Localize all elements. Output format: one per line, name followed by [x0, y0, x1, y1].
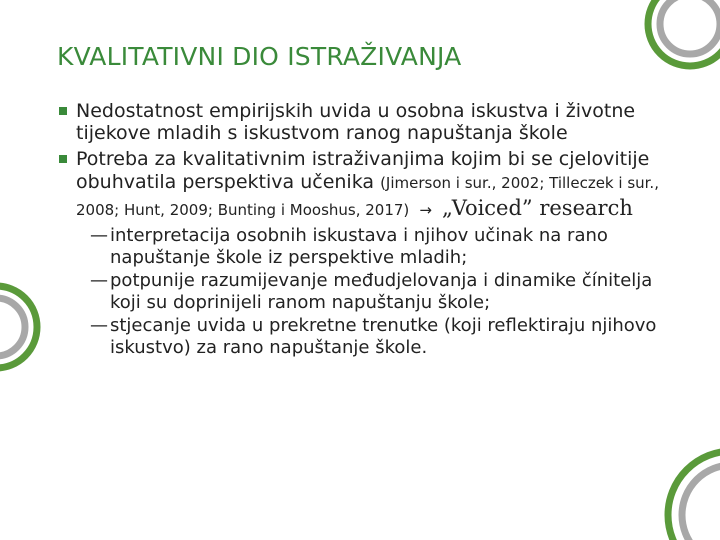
- sub-item-text: potpunije razumijevanje međudjelovanja i dinamike čínitelja koji su doprinijeli ranom napuštanju škole;: [110, 270, 653, 313]
- dash-bullet-icon: —: [90, 225, 108, 246]
- sub-list-item: [58, 225, 678, 269]
- deco-ring-left-inner: [0, 298, 25, 356]
- square-bullet-icon: [59, 155, 67, 163]
- deco-ring-top-right-inner: [660, 0, 720, 54]
- bullet-text: Nedostatnost empirijskih uvida u osobna iskustva i životne tijekove mladih s iskustvom ranog napuštanja škole: [76, 100, 636, 144]
- square-bullet-icon: [59, 107, 67, 115]
- dash-bullet-icon: —: [90, 315, 108, 336]
- sub-list: [58, 225, 678, 359]
- deco-ring-bottom-right-inner: [682, 465, 720, 540]
- right-arrow-icon: →: [419, 201, 432, 219]
- sub-list-item: [58, 315, 678, 359]
- sub-item-text: stjecanje uvida u prekretne trenutke (koji reflektiraju njihovo iskustvo) za rano napuštanje škole.: [110, 315, 657, 358]
- citation: (Jimerson i sur., 2002; Tilleczek i sur., 2008; Hunt, 2009; Bunting i Mooshus, 2017): [76, 174, 659, 219]
- dash-bullet-icon: —: [90, 270, 108, 291]
- sub-list-item: [58, 270, 678, 314]
- bullet-item: [58, 148, 678, 224]
- deco-ring-bottom-right-outer: [668, 451, 720, 540]
- bullet-item: [58, 100, 678, 144]
- slide-title: KVALITATIVNI DIO ISTRAŽIVANJA: [57, 42, 462, 71]
- voiced-research-term: „Voiced” research: [441, 196, 633, 220]
- slide-content: [58, 100, 678, 359]
- bullet-text: Potreba za kvalitativnim istraživanjima kojim bi se cjelovitije obuhvatila perspektiva učenika: [76, 148, 650, 193]
- sub-item-text: interpretacija osobnih iskustava i njihov učinak na rano napuštanje škole iz perspektive mladih;: [110, 225, 608, 268]
